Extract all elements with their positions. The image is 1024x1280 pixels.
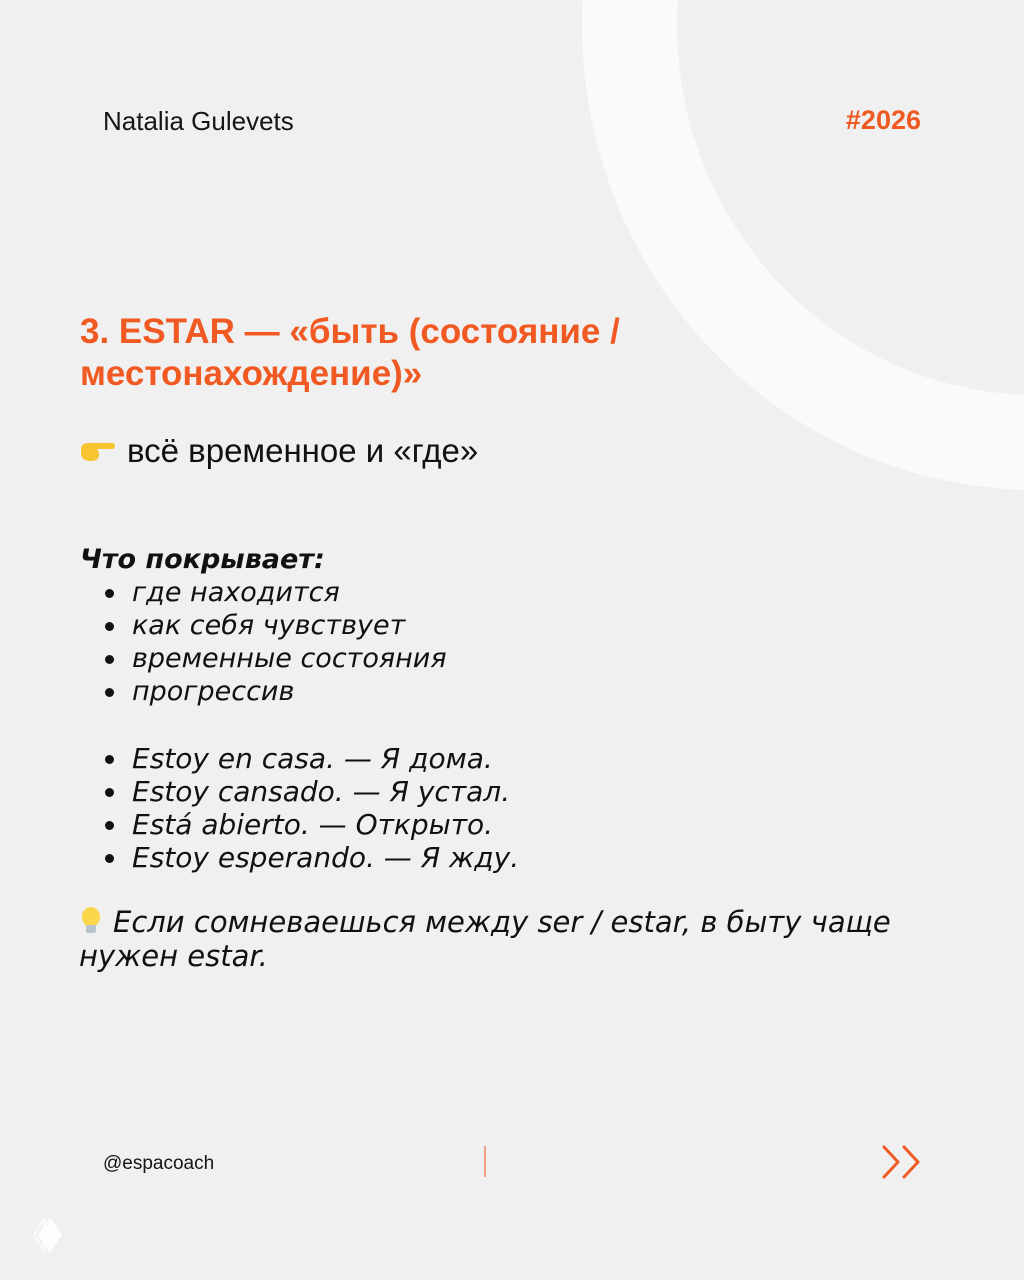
example-item: Está abierto. — Открыто. (132, 808, 519, 841)
tip-text: Если сомневаешься между ser / estar, в быту чаще нужен estar. (79, 905, 891, 973)
list-item: прогрессив (132, 675, 447, 708)
hashtag: #2026 (845, 105, 921, 135)
list-item: где находится (132, 576, 447, 609)
logo-icon (30, 1215, 64, 1255)
list-item: как себя чувствует (132, 609, 447, 642)
subtitle-text: всё временное и «где» (127, 432, 479, 469)
author-name: Natalia Gulevets (103, 106, 294, 136)
lightbulb-icon (79, 906, 103, 936)
example-item: Estoy cansado. — Я устал. (132, 775, 519, 808)
examples-list (80, 742, 519, 874)
examples-section (80, 742, 519, 874)
covers-heading: Что покрывает: (80, 544, 325, 575)
covers-section (80, 543, 447, 708)
example-item: Estoy en casa. — Я дома. (132, 742, 519, 775)
covers-list (80, 576, 447, 708)
social-handle[interactable]: @espacoach (103, 1153, 215, 1174)
subtitle (79, 432, 478, 470)
footer-divider (484, 1146, 486, 1177)
tip (79, 905, 939, 973)
pointing-hand-icon (79, 439, 115, 463)
example-item: Estoy esperando. — Я жду. (132, 841, 520, 874)
background-ring (582, 0, 1024, 490)
list-item: временные состояния (132, 643, 447, 674)
slide-title: 3. ESTAR — «быть (состояние / местонахождение)» (80, 312, 620, 393)
double-chevron-right-icon[interactable] (880, 1144, 924, 1180)
